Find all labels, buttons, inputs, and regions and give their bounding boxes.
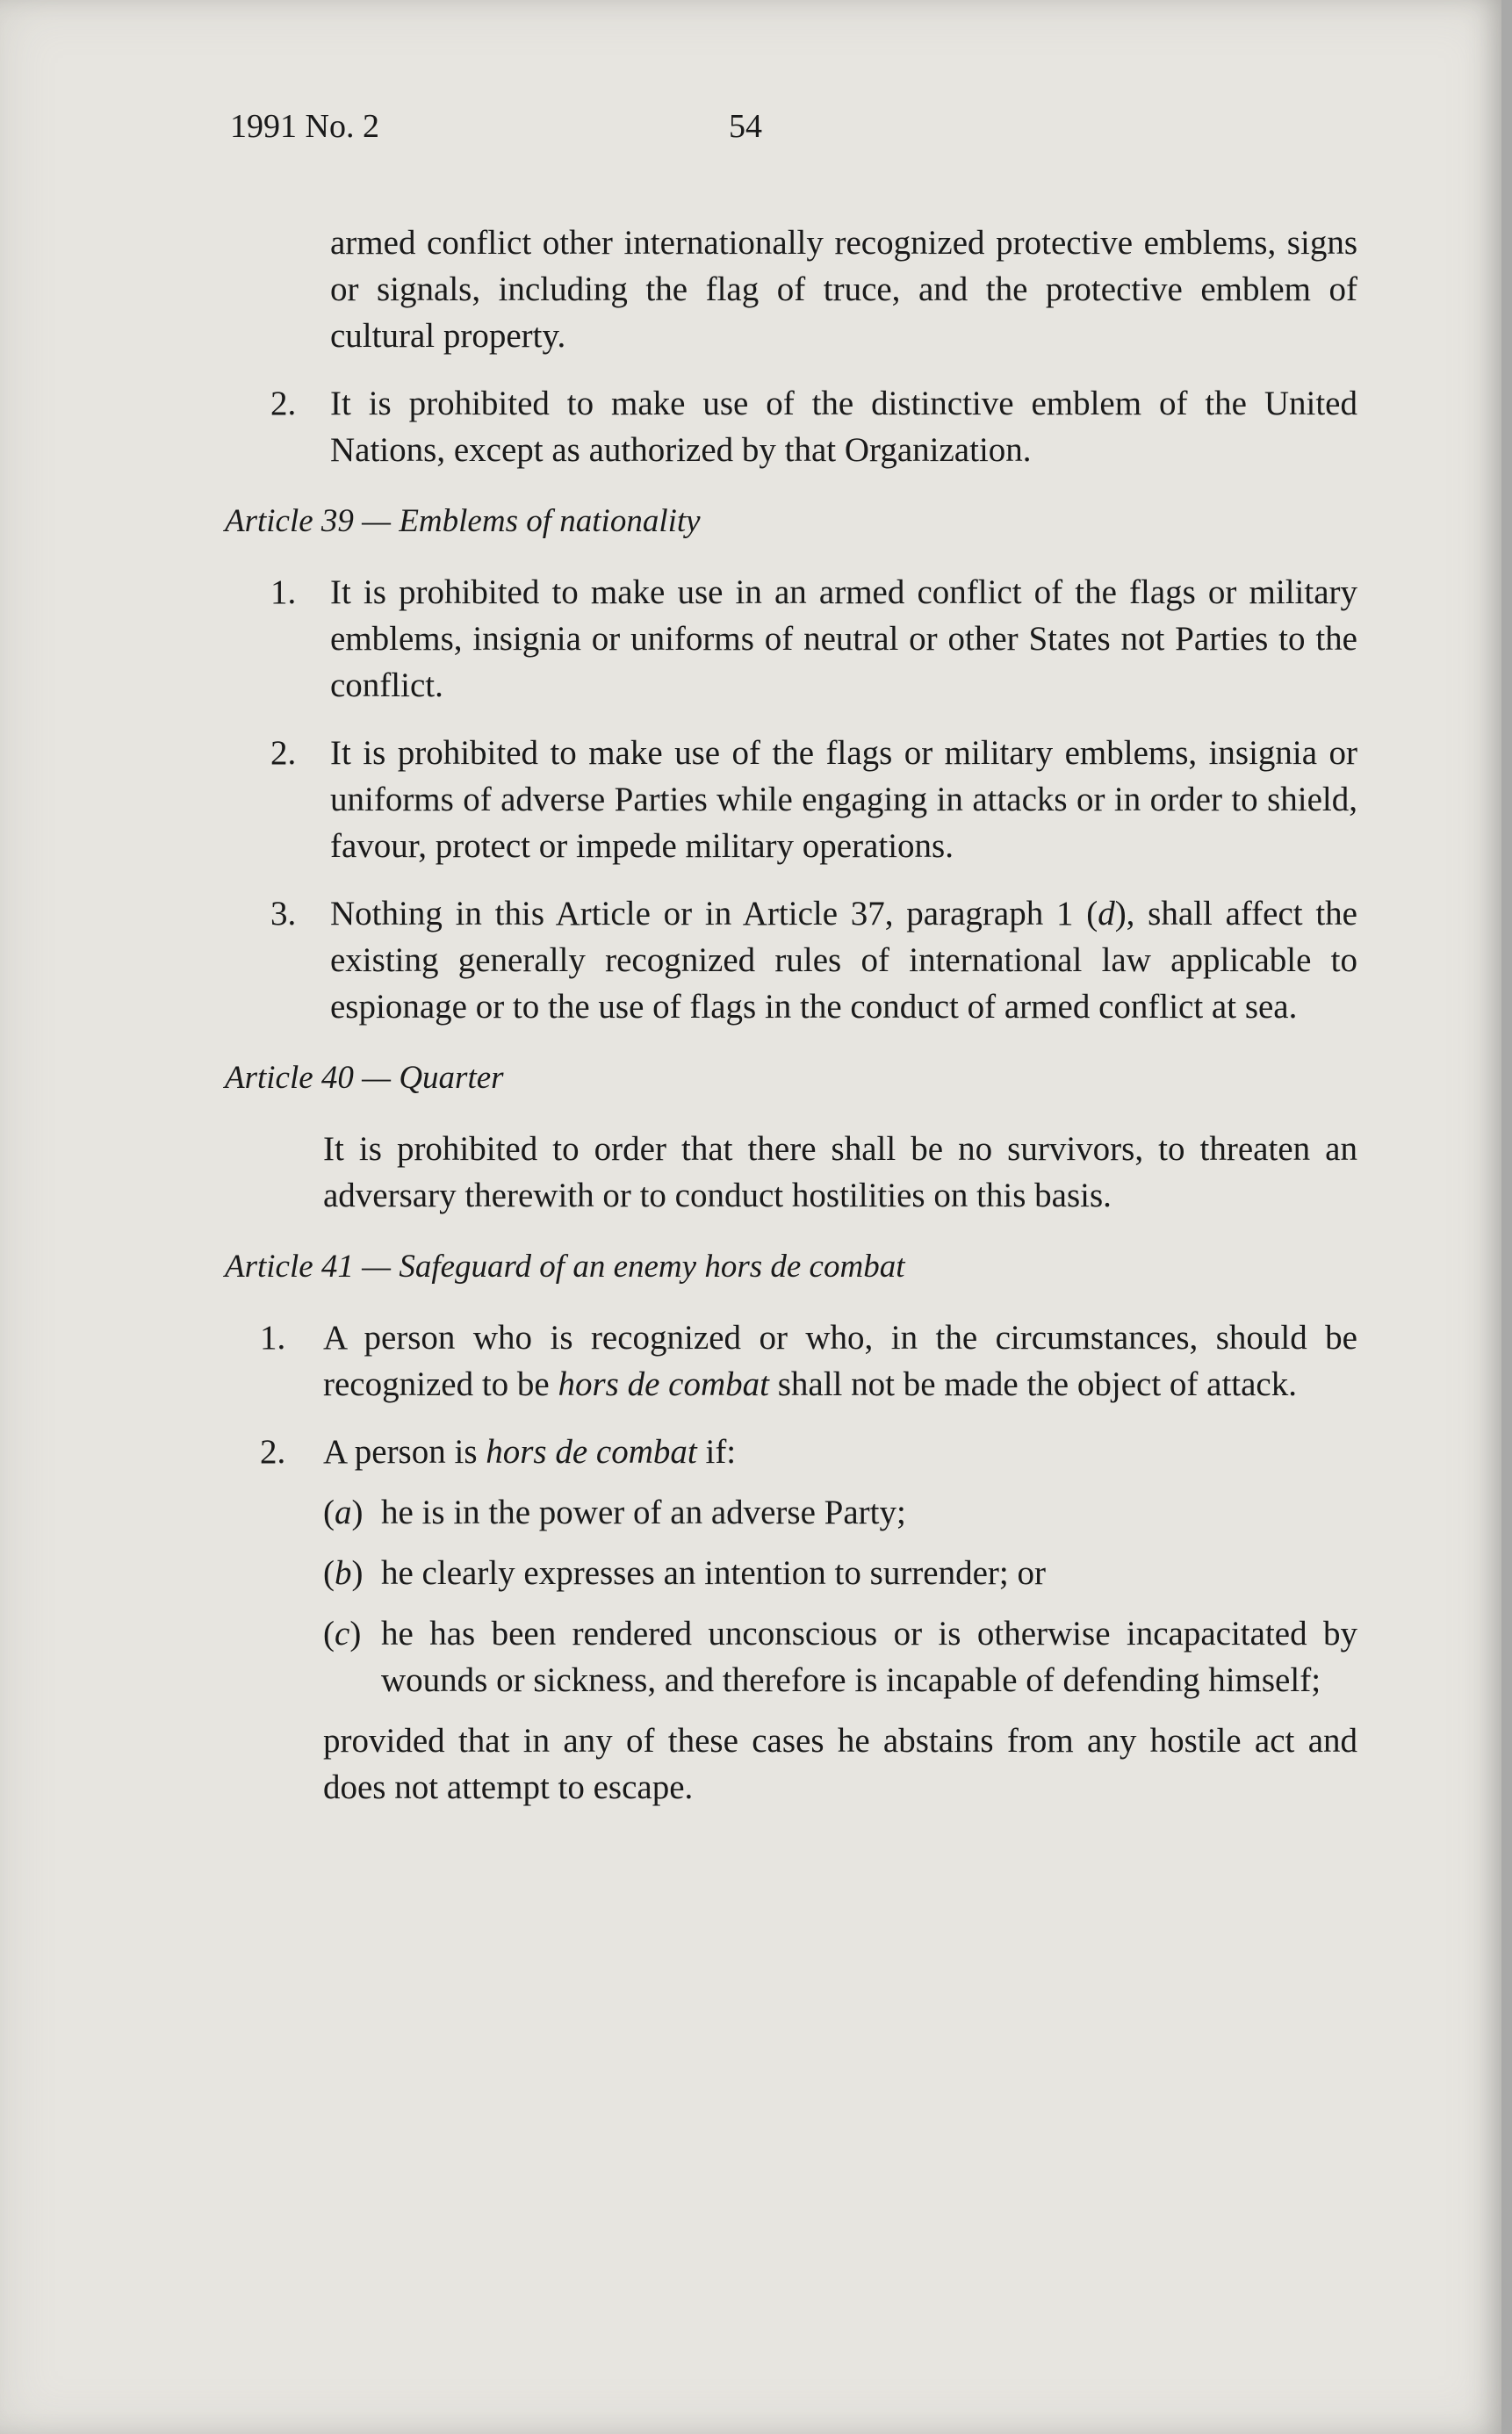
item-text-b: shall not be made the object of attack. [768, 1365, 1297, 1403]
page-header [230, 107, 762, 146]
sub-item-a [323, 1489, 1357, 1536]
article-39-item-3 [211, 890, 1357, 1030]
item-text-b: if: [696, 1433, 737, 1471]
item-text-italic: hors de combat [486, 1433, 697, 1471]
sub-item-c [323, 1610, 1357, 1703]
item-text: It is prohibited to make use of the distinctive emblem of the United Nations, except as authorized by that Organization. [330, 385, 1357, 469]
sub-text: he clearly expresses an intention to surrender; or [381, 1554, 1046, 1592]
item-number: 1. [260, 1319, 286, 1357]
item-text-italic: d [1098, 895, 1115, 933]
sub-item-b [323, 1550, 1357, 1596]
sub-label: (c) [323, 1615, 362, 1653]
document-body [211, 220, 1357, 1832]
item-text-a: A person is [323, 1433, 486, 1471]
article-41-item-2 [211, 1429, 1357, 1811]
item-number: 2. [270, 385, 297, 422]
item-text: It is prohibited to make use in an armed conflict of the flags or military emblems, insignia or uniforms of neutral or other States not Parties to the conflict. [330, 573, 1357, 704]
item-text-a: Nothing in this Article or in Article 37, paragraph 1 ( [330, 895, 1098, 933]
header-left: 1991 No. 2 [230, 108, 379, 145]
item-text-italic: hors de combat [558, 1365, 769, 1403]
item-number: 3. [270, 895, 297, 933]
article-40-text: It is prohibited to order that there shall be no survivors, to threaten an adversary therewith or to conduct hostilities on this basis. [323, 1130, 1357, 1214]
article-41-heading-text: Article 41 — Safeguard of an enemy hors de combat [225, 1249, 905, 1285]
page-number: 54 [729, 108, 762, 145]
item-text-a: A person who is recognized or who, in the circumstances, should be recognized to be [323, 1319, 1357, 1403]
article-39-heading: Article 39 — Emblems of nationality [225, 503, 701, 539]
sub-label: (a) [323, 1494, 364, 1531]
sub-text: he has been rendered unconscious or is otherwise incapacitated by wounds or sickness, and therefore is incapable of defending himself; [381, 1615, 1357, 1699]
intro-paragraph: armed conflict other internationally recognized protective emblems, signs or signals, including the flag of truce, and the protective emblem of cultural property. [330, 224, 1357, 355]
article-39-item-2 [211, 730, 1357, 869]
proviso: provided that in any of these cases he abstains from any hostile act and does not attempt to escape. [323, 1722, 1357, 1806]
item-text-b: ), shall affect the existing generally recognized rules of international law applicable to espionage or to the use of flags in the conduct of armed conflict at sea. [330, 895, 1357, 1026]
sub-label: (b) [323, 1554, 364, 1592]
sub-text: he is in the power of an adverse Party; [381, 1494, 906, 1531]
item-number: 2. [270, 734, 297, 772]
article-40-heading: Article 40 — Quarter [225, 1060, 504, 1096]
item-text: It is prohibited to make use of the flags or military emblems, insignia or uniforms of adverse Parties while engaging in attacks or in order to shield, favour, protect or impede military operations. [330, 734, 1357, 865]
article-41-heading [225, 1243, 1357, 1290]
article-41-item-1 [211, 1314, 1357, 1408]
article-38-item-2 [211, 380, 1357, 473]
article-39-item-1 [211, 569, 1357, 709]
item-number: 1. [270, 573, 297, 611]
item-number: 2. [260, 1433, 286, 1471]
